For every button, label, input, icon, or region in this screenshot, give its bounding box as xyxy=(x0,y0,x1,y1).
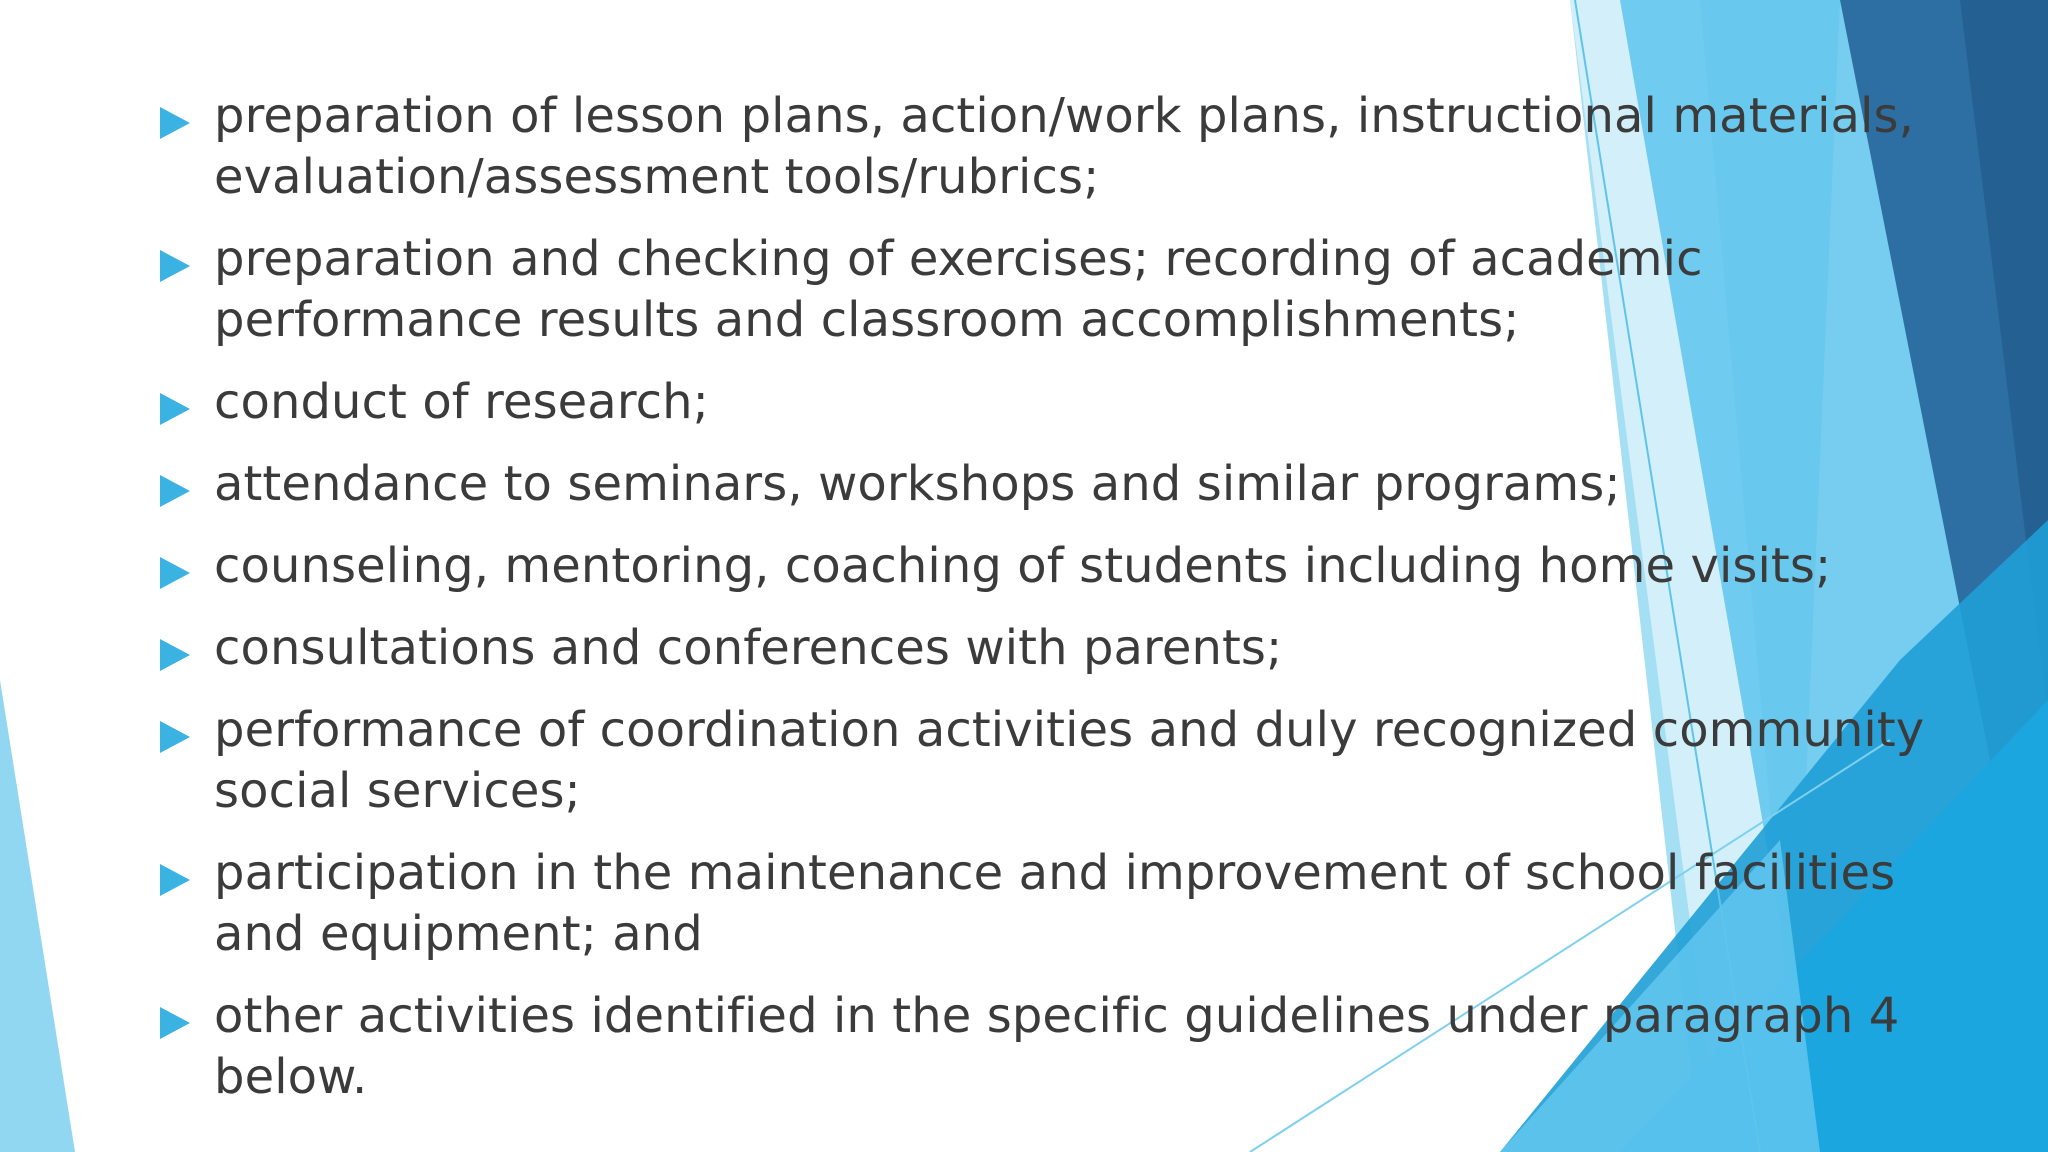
left-accent-shape xyxy=(0,680,75,1152)
list-item xyxy=(156,843,1956,965)
triangle-bullet-icon xyxy=(160,721,190,753)
bullet-text: conduct of research; xyxy=(214,374,709,430)
bullet-list xyxy=(156,86,1956,1129)
triangle-bullet-icon xyxy=(160,639,190,671)
triangle-bullet-icon xyxy=(160,475,190,507)
list-item xyxy=(156,86,1956,208)
triangle-bullet-icon xyxy=(160,1007,190,1039)
triangle-bullet-icon xyxy=(160,107,190,139)
triangle-bullet-icon xyxy=(160,864,190,896)
list-item xyxy=(156,618,1956,679)
bullet-text: attendance to seminars, workshops and similar programs; xyxy=(214,456,1621,512)
triangle-bullet-icon xyxy=(160,250,190,282)
bullet-text: preparation and checking of exercises; recording of academic performance results and classroom accomplishments; xyxy=(214,231,1703,348)
list-item xyxy=(156,700,1956,822)
bullet-text: counseling, mentoring, coaching of students including home visits; xyxy=(214,538,1832,594)
list-item xyxy=(156,986,1956,1108)
triangle-bullet-icon xyxy=(160,393,190,425)
bullet-text: performance of coordination activities and duly recognized community social services; xyxy=(214,702,1925,819)
triangle-bullet-icon xyxy=(160,557,190,589)
list-item xyxy=(156,536,1956,597)
list-item xyxy=(156,372,1956,433)
list-item xyxy=(156,454,1956,515)
bullet-text: preparation of lesson plans, action/work plans, instructional materials, evaluation/assessment tools/rubrics; xyxy=(214,88,1914,205)
bullet-text: consultations and conferences with parents; xyxy=(214,620,1283,676)
list-item xyxy=(156,229,1956,351)
bullet-text: participation in the maintenance and improvement of school facilities and equipment; and xyxy=(214,845,1896,962)
bullet-text: other activities identified in the specific guidelines under paragraph 4 below. xyxy=(214,988,1900,1105)
